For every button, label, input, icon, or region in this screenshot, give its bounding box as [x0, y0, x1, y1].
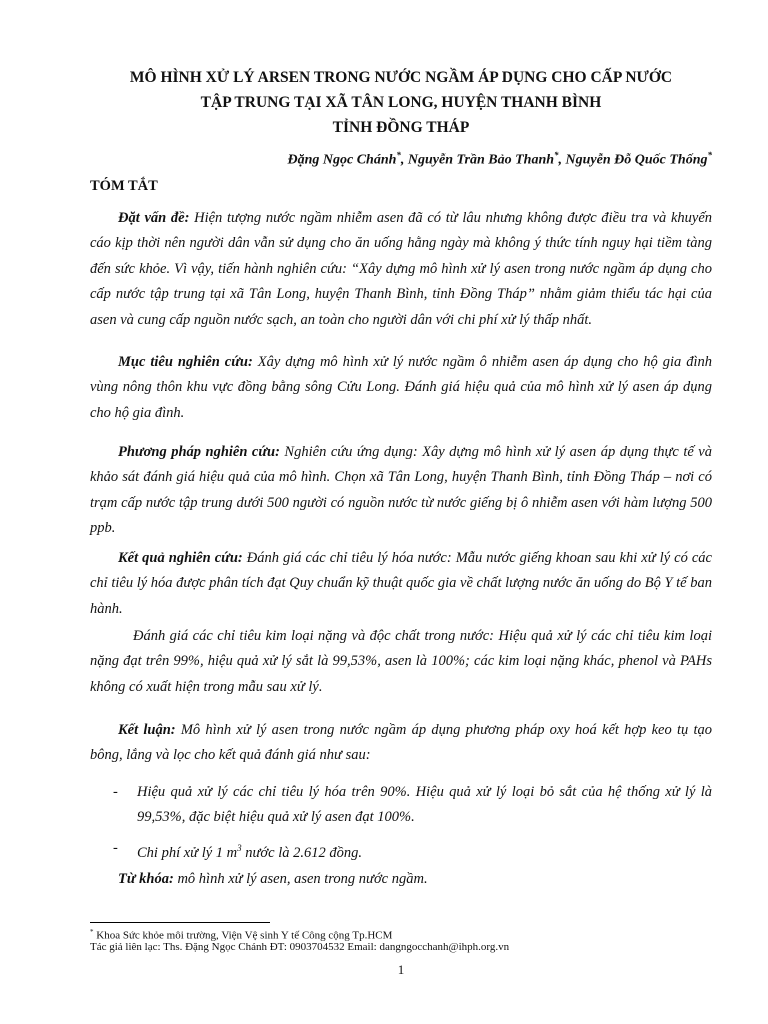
conclusion-bullet-1: [90, 780, 712, 831]
abstract-heading: TÓM TẮT: [90, 178, 158, 194]
footnote-rule: [90, 922, 270, 923]
author-list: [287, 150, 712, 169]
keywords-text: mô hình xử lý asen, asen trong nước ngầm.: [173, 871, 428, 887]
conclusion-bullet-2: [90, 836, 712, 866]
section-lead: Kết luận:: [118, 722, 176, 738]
footnote-affiliation-text: Khoa Sức khỏe môi trường, Viện Vệ sinh Y tế Công cộng Tp.HCM: [93, 929, 393, 942]
section-lead: Kết quả nghiên cứu:: [118, 550, 243, 566]
bullet-text: [137, 836, 712, 866]
page-number: 1: [397, 962, 405, 977]
section-ket-qua-2: Đánh giá các chỉ tiêu kim loại nặng và độc chất trong nước: Hiệu quả xử lý các chỉ tiêu kim loại nặng đạt trên 99%, hiệu quả xử lý sắt là 99,53%, asen là 100%; các kim loại nặng khác, phenol và PAHs không có xuất hiện trong mẫu sau xử lý.: [90, 628, 712, 695]
bullet-dash: -: [113, 840, 118, 856]
bullet-text-tail: nước là 2.612 đồng.: [241, 844, 363, 861]
author-2: , Nguyễn Trần Bảo Thanh: [400, 152, 555, 168]
section-ket-qua: [90, 546, 712, 622]
section-text: Hiện tượng nước ngầm nhiễm asen đã có từ lâu nhưng không được điều tra và khuyến cáo kịp thời nên người dân vẫn sử dụng cho ăn uống hằng ngày mà không ý thức tính nguy hại tiềm tàng đến sức khỏe. Vì vậy, tiến hành nghiên cứu: “Xây dựng mô hình xử lý asen trong nước ngầm áp dụng cho cấp nước tập trung tại xã Tân Long, huyện Thanh Bình, tỉnh Đồng Tháp” nhằm giảm thiểu tác hại của asen và cung cấp nguồn nước sạch, an toàn cho người dân với chi phí xử lý thấp nhất.: [90, 210, 713, 328]
keywords-lead: Từ khóa:: [118, 871, 174, 887]
section-text: Nghiên cứu ứng dụng: Xây dựng mô hình xử lý asen áp dụng thực tế và khảo sát đánh giá hiệu quả của mô hình. Chọn xã Tân Long, huyện Thanh Bình, tỉnh Đồng Tháp – nơi có trạm cấp nước tập trung dưới 500 người có nguồn nước từ nước giếng bị ô nhiễm asen với hàm lượng 500 ppb.: [90, 444, 712, 537]
title-line-3: TỈNH ĐỒNG THÁP: [332, 119, 470, 136]
section-phuong-phap: [90, 440, 712, 542]
author-1-mark: *: [396, 150, 401, 160]
author-1: Đặng Ngọc Chánh: [287, 152, 397, 168]
section-text: Đánh giá các chỉ tiêu lý hóa nước: Mẫu nước giếng khoan sau khi xử lý có các chỉ tiêu lý hóa được phân tích đạt Quy chuẩn kỹ thuật quốc gia về chất lượng nước ăn uống do Bộ Y tế ban hành.: [90, 550, 712, 617]
author-2-mark: *: [554, 150, 559, 160]
bullet-text-head: Chi phí xử lý 1 m: [137, 844, 238, 861]
section-lead: Đặt vấn đề:: [118, 210, 190, 226]
superscript: 3: [237, 843, 242, 853]
keywords: [90, 867, 712, 892]
author-3: , Nguyễn Đỗ Quốc Thống: [558, 152, 708, 168]
footnote-mark: *: [90, 928, 94, 936]
title-line-2: TẬP TRUNG TẠI XÃ TÂN LONG, HUYỆN THANH BÌNH: [200, 94, 602, 111]
section-muc-tieu: [90, 350, 712, 426]
section-text: Mô hình xử lý asen trong nước ngầm áp dụng phương pháp oxy hoá kết hợp keo tụ tạo bông, lắng và lọc cho kết quả đánh giá như sau:: [90, 722, 712, 764]
bullet-dash: -: [113, 784, 118, 800]
section-lead: Mục tiêu nghiên cứu:: [118, 354, 253, 370]
section-dat-van-de: [90, 206, 712, 333]
section-text: Xây dựng mô hình xử lý nước ngầm ô nhiễm asen áp dụng cho hộ gia đình vùng nông thôn khu vực đồng bằng sông Cửu Long. Đánh giá hiệu quả của mô hình xử lý asen áp dụng cho hộ gia đình.: [90, 354, 712, 421]
footnote-contact: Tác giả liên lạc: Ths. Đặng Ngọc Chánh ĐT: 0903704532 Email: dangngocchanh@ihph.org.vn: [90, 941, 510, 953]
section-lead: Phương pháp nghiên cứu:: [118, 444, 280, 460]
section-ket-luan: [90, 718, 712, 769]
title-line-1: MÔ HÌNH XỬ LÝ ARSEN TRONG NƯỚC NGẦM ÁP DỤNG CHO CẤP NƯỚC: [129, 69, 673, 86]
author-3-mark: *: [707, 150, 712, 160]
bullet-text: Hiệu quả xử lý các chỉ tiêu lý hóa trên 90%. Hiệu quả xử lý loại bỏ sắt của hệ thống xử lý là 99,53%, đặc biệt hiệu quả xử lý asen đạt 100%.: [137, 784, 712, 826]
